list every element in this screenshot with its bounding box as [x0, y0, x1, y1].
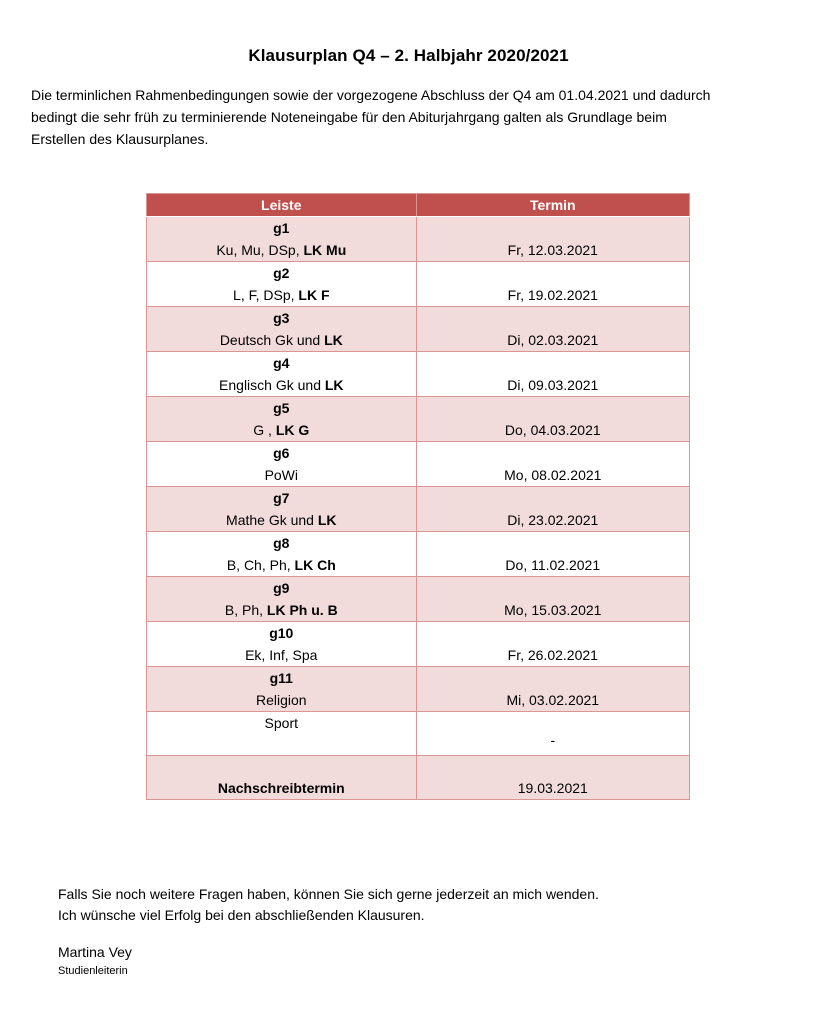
leiste-cell [147, 262, 417, 307]
leiste-code: g8 [273, 535, 290, 551]
intro-paragraph [31, 84, 791, 150]
termin-cell: Do, 11.02.2021 [416, 532, 689, 577]
table-header-row [147, 194, 690, 217]
column-header-termin: Termin [416, 194, 689, 217]
closing-paragraph [58, 884, 599, 926]
intro-line: bedingt die sehr früh zu terminierende Noteneingabe für den Abiturjahrgang galten als Grundlage beim [31, 109, 667, 125]
leiste-cell [147, 352, 417, 397]
leiste-subjects: Ek, Inf, Spa [245, 647, 318, 663]
leiste-cell [147, 577, 417, 622]
table-row [147, 577, 690, 622]
leiste-cell [147, 667, 417, 712]
termin-cell: Di, 02.03.2021 [416, 307, 689, 352]
leiste-code: g10 [269, 625, 294, 641]
table-row [147, 487, 690, 532]
page-title: Klausurplan Q4 – 2. Halbjahr 2020/2021 [248, 46, 569, 65]
table-row [147, 667, 690, 712]
sport-termin: - [550, 732, 556, 748]
termin-cell: Di, 09.03.2021 [416, 352, 689, 397]
leiste-cell [147, 307, 417, 352]
leiste-code: g2 [273, 265, 290, 281]
table-row [147, 262, 690, 307]
leiste-code: g1 [273, 220, 290, 236]
table-row [147, 397, 690, 442]
table-row [147, 307, 690, 352]
termin-cell: Do, 04.03.2021 [416, 397, 689, 442]
leiste-cell [147, 442, 417, 487]
leiste-code: g6 [273, 445, 290, 461]
termin-cell: Fr, 26.02.2021 [416, 622, 689, 667]
closing-line: Falls Sie noch weitere Fragen haben, können Sie sich gerne jederzeit an mich wenden. [58, 886, 599, 902]
table-row [147, 442, 690, 487]
table-row [147, 217, 690, 262]
leiste-code: g5 [273, 400, 290, 416]
leiste-cell [147, 532, 417, 577]
leiste-subjects: B, Ch, Ph, LK Ch [226, 557, 336, 573]
leiste-cell [147, 397, 417, 442]
intro-line: Die terminlichen Rahmenbedingungen sowie der vorgezogene Abschluss der Q4 am 01.04.2021 und dadurch [31, 87, 711, 103]
leiste-subjects: G , LK G [253, 422, 310, 438]
column-header-leiste: Leiste [147, 194, 417, 217]
leiste-subjects: L, F, DSp, LK F [233, 287, 330, 303]
table-row [147, 352, 690, 397]
leiste-code: g9 [273, 580, 290, 596]
leiste-subjects: PoWi [264, 467, 299, 483]
table-row [147, 532, 690, 577]
termin-cell: Mi, 03.02.2021 [416, 667, 689, 712]
termin-cell: Mo, 08.02.2021 [416, 442, 689, 487]
termin-cell: Fr, 12.03.2021 [416, 217, 689, 262]
leiste-subjects: Deutsch Gk und LK [219, 332, 343, 348]
termin-cell: Di, 23.02.2021 [416, 487, 689, 532]
leiste-subjects: Ku, Mu, DSp, LK Mu [216, 242, 347, 258]
signer-name: Martina Vey [58, 944, 132, 960]
termin-cell: Fr, 19.02.2021 [416, 262, 689, 307]
leiste-subjects: Religion [255, 692, 307, 708]
exam-schedule-table [146, 193, 690, 800]
termin-cell: Mo, 15.03.2021 [416, 577, 689, 622]
closing-line: Ich wünsche viel Erfolg bei den abschließenden Klausuren. [58, 907, 425, 923]
leiste-code: g3 [273, 310, 290, 326]
termin-cell: 19.03.2021 [416, 756, 689, 800]
leiste-cell [147, 217, 417, 262]
leiste-code: g4 [273, 355, 290, 371]
leiste-subjects: Mathe Gk und LK [226, 512, 337, 528]
leiste-subjects: Englisch Gk und LK [219, 377, 344, 393]
signer-role: Studienleiterin [58, 965, 128, 977]
leiste-cell [147, 622, 417, 667]
leiste-code: g11 [269, 670, 293, 686]
leiste-cell: Nachschreibtermin [147, 756, 417, 800]
termin-cell [416, 712, 689, 756]
table-row [147, 622, 690, 667]
table-row-sport [147, 712, 690, 756]
leiste-code: g7 [273, 490, 290, 506]
intro-line: Erstellen des Klausurplanes. [31, 131, 209, 147]
leiste-cell: Sport [147, 712, 417, 756]
table-row-nachschreibtermin [147, 756, 690, 800]
leiste-cell [147, 487, 417, 532]
leiste-subjects: B, Ph, LK Ph u. B [224, 602, 338, 618]
